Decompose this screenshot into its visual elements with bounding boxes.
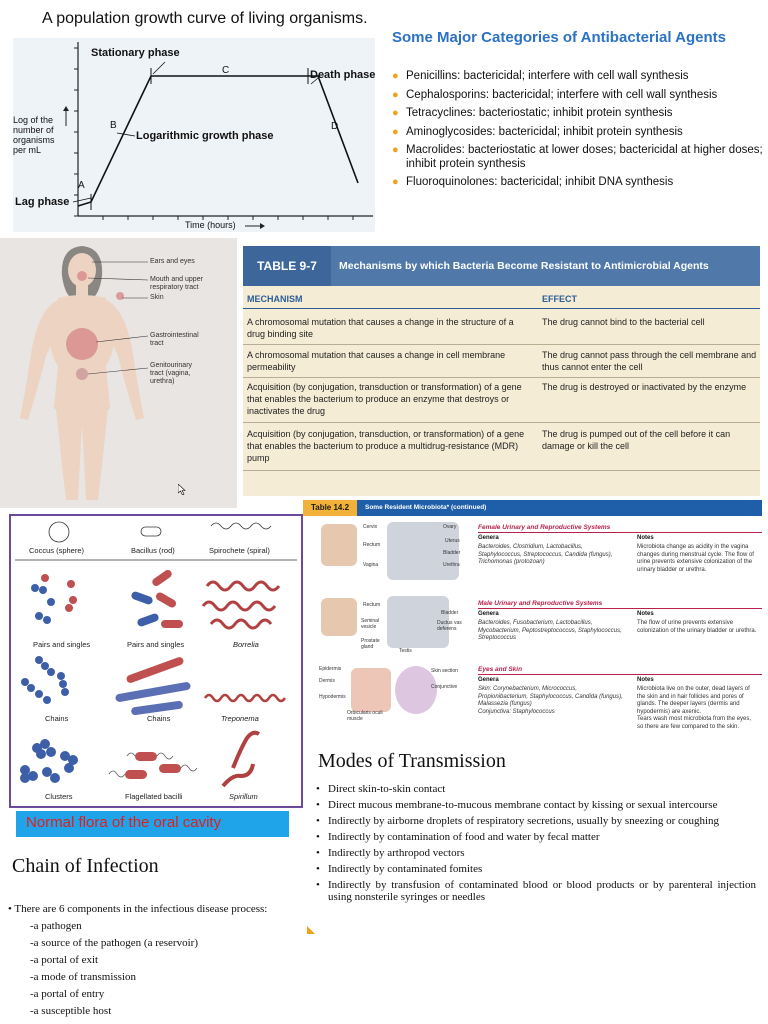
bullet-icon: ● [392, 88, 399, 101]
list-item-text: Penicillins: bactericidal; interfere with cell wall synthesis [406, 70, 689, 82]
diagram-label: Rectum [363, 602, 381, 608]
table-title: Some Resident Microbiota* (continued) [365, 504, 487, 511]
genera-heading: Genera [478, 611, 499, 617]
y-axis-arrow-icon [61, 106, 71, 126]
table-number: TABLE 9-7 [243, 246, 331, 286]
label-borrelia: Borrelia [233, 640, 259, 649]
table-header-bar [303, 500, 762, 516]
log-pointer [117, 133, 135, 136]
section-divider [478, 608, 762, 609]
list-item-text: Indirectly by contaminated fomites [328, 863, 483, 875]
skin-highlight [116, 292, 124, 300]
list-item-text: Aminoglycosides: bactericidal; inhibit protein synthesis [406, 125, 683, 138]
mouth-highlight [77, 271, 87, 281]
table-cell-mechanism: A chromosomal mutation that causes a change in cell membrane permeability [247, 350, 506, 372]
list-item-text: Direct skin-to-skin contact [328, 783, 446, 795]
borrelia-illustration [203, 582, 279, 628]
list-item [316, 863, 756, 875]
y-axis-label-line: number of [13, 125, 54, 135]
notes-heading: Notes [637, 535, 654, 541]
segment-b-label: B [110, 120, 117, 131]
diagram-label: Ovary [443, 524, 457, 530]
section-divider [478, 532, 762, 533]
stationary-pointer [153, 62, 165, 74]
bacillus-pairs-singles [130, 568, 183, 628]
row-divider [243, 377, 760, 378]
log-phase-label: Logarithmic growth phase [136, 130, 274, 142]
coccus-chains [21, 656, 69, 704]
bullet-icon: • [316, 831, 320, 843]
antibacterial-list [392, 70, 764, 195]
spirillum-illustration [223, 733, 259, 786]
y-axis-label-line: organisms [13, 135, 55, 145]
bullet-icon: ● [392, 144, 399, 156]
section-divider [478, 674, 762, 675]
list-item: -a pathogen [30, 920, 82, 932]
antibacterial-title: Some Major Categories of Antibacterial Agents [392, 29, 726, 46]
label-spirillum: Spirillum [229, 792, 258, 801]
header-divider [243, 308, 760, 309]
table-cell-mechanism: A chromosomal mutation that causes a change in the structure of a drug binding site [247, 317, 514, 339]
coccus-pairs-singles [31, 574, 77, 624]
list-item [316, 847, 756, 859]
right-arm-shape [106, 300, 144, 420]
treponema-illustration [205, 695, 285, 701]
section-title: Eyes and Skin [478, 666, 523, 673]
diagram-label: Conjunctive [431, 684, 458, 690]
list-item [316, 831, 756, 843]
diagram-label: Orbicularis oculi muscle [347, 710, 383, 722]
spirochete-outline [211, 523, 271, 529]
bullet-icon: ● [392, 176, 399, 188]
segment-c-label: C [222, 65, 230, 76]
column-header-mechanism: MECHANISM [247, 294, 303, 304]
header-spirochete: Spirochete (spiral) [209, 546, 270, 555]
modes-title: Modes of Transmission [318, 750, 506, 772]
right-leg-shape [82, 408, 108, 500]
list-item-text: Indirectly by contamination of food and water by fecal matter [328, 831, 600, 843]
bacillus-chains [115, 656, 191, 716]
list-item [316, 799, 756, 811]
header-bacillus: Bacillus (rod) [131, 546, 175, 555]
bullet-icon: • [316, 847, 320, 859]
neck-shape [76, 284, 88, 296]
stationary-phase-label: Stationary phase [91, 47, 180, 59]
microbiota-table [303, 500, 762, 760]
label-bacillus-pairs: Pairs and singles [127, 640, 185, 649]
diagram-label: Prostate gland [361, 638, 380, 650]
bullet-icon: • [316, 815, 320, 827]
diagram-label: Ductus vas deferens [437, 620, 462, 632]
bullet-icon: • [316, 879, 320, 891]
modes-list [316, 783, 756, 907]
table-cell-effect: The drug is pumped out of the cell before it can damage or kill the cell [542, 429, 731, 451]
list-item-text: Indirectly by airborne droplets of respiratory secretions, usually by sneezing or coughing [328, 815, 719, 827]
female-body-illustration [321, 524, 357, 566]
list-item [392, 89, 764, 103]
list-item-text: Fluoroquinolones: bactericidal; inhibit DNA synthesis [406, 176, 674, 188]
coccus-clusters [20, 739, 78, 783]
diagram-label: Rectum [363, 542, 381, 548]
segment-a-label: A [78, 180, 85, 191]
table-header-bar [243, 246, 760, 286]
list-item [316, 879, 756, 903]
genitourinary-highlight [76, 368, 88, 380]
diagram-label: Seminal vesicle [361, 618, 380, 630]
left-arm-shape [20, 300, 58, 420]
y-axis-label-line: per mL [13, 145, 42, 155]
diagram-label: Epidermis [319, 666, 342, 672]
table-title: Mechanisms by which Bacteria Become Resistant to Antimicrobial Agents [339, 260, 709, 272]
list-item [316, 815, 756, 827]
list-item: -a susceptible host [30, 1005, 112, 1017]
coccus-outline [49, 522, 69, 542]
body-label-ears-eyes: Ears and eyes [150, 258, 195, 265]
label-coccus-pairs: Pairs and singles [33, 640, 91, 649]
section-title: Male Urinary and Reproductive Systems [478, 600, 603, 607]
resistance-table [243, 246, 760, 496]
list-item-text: Tetracyclines: bacteriostatic; inhibit protein synthesis [406, 107, 673, 119]
bullet-icon: ● [392, 107, 399, 119]
oral-flora-banner [16, 811, 289, 837]
notes-text: The flow of urine prevents extensive colonization of the urinary bladder or urethra. [637, 620, 757, 634]
label-coccus-chains: Chains [45, 714, 69, 723]
list-item: -a portal of exit [30, 954, 99, 966]
list-item [392, 176, 764, 190]
list-item: -a portal of entry [30, 988, 105, 1000]
label-bacillus-chains: Chains [147, 714, 171, 723]
bullet-icon: • [316, 863, 320, 875]
body-figure-panel [0, 238, 237, 508]
y-axis-label [13, 115, 55, 155]
x-axis-label: Time (hours) [185, 220, 236, 230]
notes-text: Microbiota change as acidity in the vagina changes during menstrual cycle. The flow of urine prevents extensive colonization of the urinary bladder or urethra. [637, 544, 754, 573]
section-title: Female Urinary and Reproductive Systems [478, 524, 611, 531]
chain-list [30, 920, 198, 1022]
list-item [392, 144, 764, 171]
male-body-illustration [321, 598, 357, 636]
genera-text: Bacteroides, Fusobacterium, Lactobacillus, Mycobacterium, Peptostreptococcus, Staphylococcus, Streptococcus [478, 620, 622, 641]
header-coccus: Coccus (sphere) [29, 546, 85, 555]
label-flagellated-bacilli: Flagellated bacilli [125, 792, 183, 801]
table-cell-mechanism: Acquisition (by conjugation, transduction, or transformation) of a gene that enables the bacterium to produce a multidrug-resistance (MDR) pump [247, 429, 525, 463]
diagram-label: Bladder [441, 610, 459, 616]
body-label-mouth: Mouth and upper respiratory tract [150, 276, 203, 291]
left-leg-shape [56, 408, 82, 500]
chain-title: Chain of Infection [12, 855, 159, 877]
diagram-label: Uterus [445, 538, 460, 544]
row-divider [243, 422, 760, 423]
orange-marker-icon [305, 924, 317, 936]
diagram-label: Bladder [443, 550, 461, 556]
label-treponema: Treponema [221, 714, 259, 723]
table-cell-mechanism: Acquisition (by conjugation, transduction or transformation) of a gene that enables the bacterium to produce an enzyme that destroys or inactivates the drug [247, 382, 522, 416]
notes-text: Microbiota live on the outer, dead layers of the skin and in hair follicles and pores of glands. The deeper layers (dermis and hypodermis) are axenic. Tears wash most microbiota from the eyes, so there are few compared to the skin. [637, 686, 752, 730]
row-divider [243, 470, 760, 471]
table-cell-effect: The drug cannot bind to the bacterial cell [542, 317, 705, 327]
flagellated-bacilli [109, 752, 197, 779]
skin-section-illustration [351, 668, 391, 712]
diagram-label: Dermis [319, 678, 335, 684]
list-item-text: Macrolides: bacteriostatic at lower doses; bactericidal at higher doses; inhibit protein synthesis [406, 144, 763, 170]
table-cell-effect: The drug cannot pass through the cell membrane and thus cannot enter the cell [542, 350, 757, 372]
list-item-text: Cephalosporins: bactericidal; interfere with cell wall synthesis [406, 88, 718, 101]
growth-curve-title: A population growth curve of living organisms. [42, 10, 368, 27]
row-divider [243, 344, 760, 345]
x-axis-arrow-icon [245, 222, 265, 230]
list-item [392, 107, 764, 121]
list-item-text: Indirectly by transfusion of contaminated blood or blood products or by parenteral injection using nonsterile syringes or needles [328, 879, 756, 903]
genera-heading: Genera [478, 535, 499, 541]
lag-pointer [73, 198, 91, 202]
bullet-icon: ● [392, 125, 399, 138]
genera-text: Skin: Corynebacterium, Micrococcus, Propionibacterium, Staphylococcus, Candida (fungus), Malassezia (fungus) Conjunctiva: Staphylococcus [478, 686, 623, 715]
diagram-label: Vagina [363, 562, 379, 568]
bacillus-outline [141, 527, 161, 536]
diagram-label: Hypodermis [319, 694, 346, 700]
diagram-label: Urethra [443, 562, 460, 568]
list-item-text: Indirectly by arthropod vectors [328, 847, 465, 859]
column-header-effect: EFFECT [542, 294, 577, 304]
bullet-icon: • [8, 903, 15, 915]
genera-text: Bacteroides, Clostridium, Lactobacillus, Staphylococcus, Streptococcus, Candida (fungus), Trichomonas (protozoan) [478, 544, 613, 565]
chain-intro [8, 903, 267, 915]
y-axis-label-line: Log of the [13, 115, 54, 125]
oral-flora-caption: Normal flora of the oral cavity [26, 814, 222, 831]
notes-heading: Notes [637, 611, 654, 617]
bacteria-morphology-panel [9, 514, 303, 808]
list-item-text: Direct mucous membrane-to-mucous membrane contact by kissing or sexual intercourse [328, 799, 718, 811]
diagram-label: Testis [399, 648, 412, 654]
segment-d-label: D [331, 121, 339, 132]
table-number: Table 14.2 [303, 500, 357, 516]
bullet-icon: ● [392, 70, 399, 82]
label-coccus-clusters: Clusters [45, 792, 73, 801]
chain-intro-text: There are 6 components in the infectious disease process: [14, 903, 268, 915]
body-label-gi: Gastrointestinal tract [150, 332, 199, 347]
mouse-cursor-icon [178, 484, 186, 495]
notes-heading: Notes [637, 677, 654, 683]
list-item: -a source of the pathogen (a reservoir) [30, 937, 198, 949]
lag-phase-label: Lag phase [15, 196, 70, 208]
table-cell-effect: The drug is destroyed or inactivated by the enzyme [542, 382, 747, 392]
body-label-skin: Skin [150, 294, 164, 301]
death-phase-label: Death phase [310, 69, 376, 81]
diagram-label: Skin section [431, 668, 458, 674]
diagram-label: Cervix [363, 524, 378, 530]
body-label-gu: Genitourinary tract (vagina, urethra) [150, 362, 193, 385]
head-shape [68, 253, 96, 287]
gi-tract-highlight [66, 328, 98, 360]
list-item: -a mode of transmission [30, 971, 137, 983]
bullet-icon: • [316, 799, 320, 811]
bacteria-illustrations [11, 516, 301, 806]
growth-curve-panel [13, 38, 375, 232]
bullet-icon: • [316, 783, 320, 795]
genera-heading: Genera [478, 677, 499, 683]
list-item [392, 126, 764, 140]
list-item [392, 70, 764, 84]
list-item [316, 783, 756, 795]
